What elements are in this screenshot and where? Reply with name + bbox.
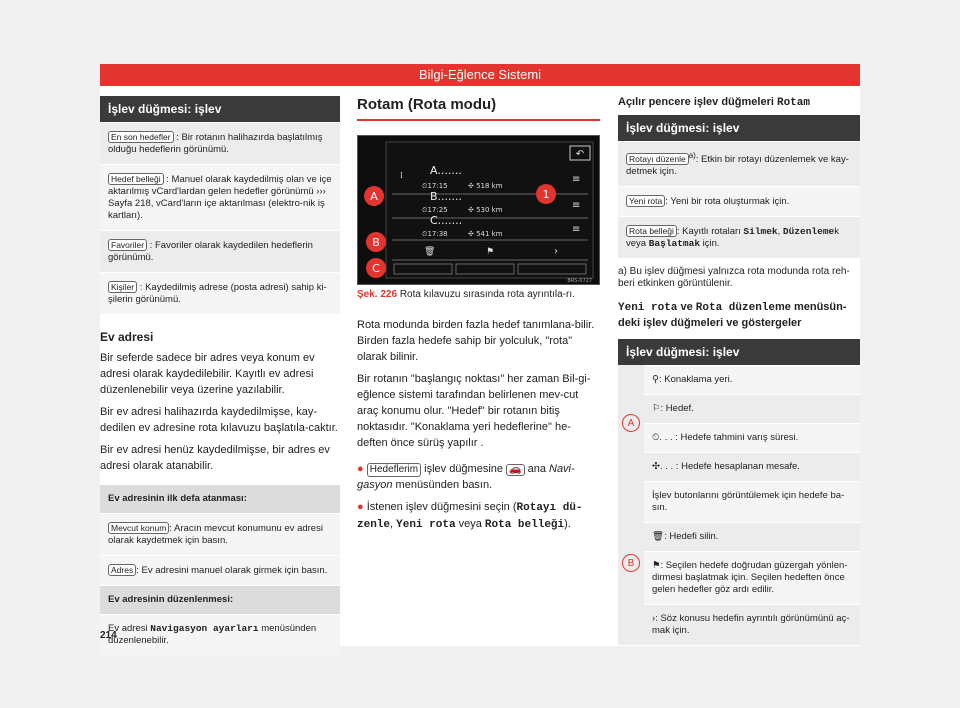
section-title: Rotam (Rota modu)	[357, 96, 600, 121]
table-row: Favoriler : Favoriler olarak kaydedilen hedeflerin görünümü.	[100, 230, 340, 272]
table-row: ⏲. . . : Hedefe tahmini varış süresi.	[644, 423, 860, 452]
left-column	[100, 96, 340, 655]
svg-text:✣ 541 km: ✣ 541 km	[468, 230, 503, 238]
section-heading: Açılır pencere işlev düğmeleri Rotam	[618, 96, 810, 109]
clock-icon: ⏲	[652, 432, 660, 444]
table-row: ⚐: Hedef.	[644, 394, 860, 423]
function-key: Favoriler	[108, 239, 147, 251]
table-row: Ev adresi Navigasyon ayarları menüsünden düzenlenebilir.	[100, 614, 340, 655]
svg-text:≡: ≡	[572, 224, 581, 235]
svg-text:C: C	[372, 262, 380, 275]
table-row: ⚑: Seçilen hedefe doğrudan güzergah yönlen-dirmesi başlatmak için. Seçilen hedeften önce gelen hedefler göz ardı edilir.	[644, 551, 860, 604]
route-screen-figure	[358, 136, 601, 286]
svg-text:≡: ≡	[572, 174, 581, 185]
figure-caption: Şek. 226 Rota kılavuzu sırasında rota ayrıntıla-rı.	[357, 289, 575, 300]
bullet-item: ● Hedeflerim işlev düğmesine 🚗 ana Navi-gasyon menüsünden basın.	[357, 463, 575, 491]
table-row: ⚲: Konaklama yeri.	[644, 365, 860, 394]
svg-text:C.......: C.......	[430, 214, 463, 227]
table-header: İşlev düğmesi: işlev	[100, 96, 340, 122]
table-row: Kişiler : Kaydedilmiş adrese (posta adresi) sahip ki-şilerin görünümü.	[100, 272, 340, 314]
svg-text:B: B	[372, 236, 380, 249]
svg-text:1: 1	[542, 188, 550, 201]
function-key: Kişiler	[108, 281, 137, 293]
paragraph: Bir seferde sadece bir adres veya konum ev adresi olarak kaydedilebilir. Kayıtlı ev adresi düzenlenebilir veya üzerine yazılabilir.	[100, 352, 315, 396]
svg-text:✣ 518 km: ✣ 518 km	[468, 182, 503, 190]
paragraph: Rota modunda birden fazla hedef tanımlana-bilir. Birden fazla hedefe sahip bir yolculuk, "rota" olarak bilinir.	[357, 319, 595, 363]
svg-text:⏲17:38: ⏲17:38	[422, 230, 448, 238]
function-key: Hedef belleği	[108, 173, 164, 185]
paragraph: Bir rotanın "başlangıç noktası" her zaman Bil-gi-eğlence sistemi tarafından belirlenen mev-cut araç konumu olur. "Hedef" bir rotanın bitiş noktasıdır. "Konaklama yeri hedeflerine" he-deften önce sürüş yapılır .	[357, 373, 591, 449]
table-row: ›: Söz konusu hedefin ayrıntılı görünümünü aç-mak için.	[644, 604, 860, 645]
table-subhead: Ev adresinin düzenlenmesi:	[100, 585, 340, 614]
table-row: Adres : Ev adresini manuel olarak girmek için basın.	[100, 555, 340, 585]
section-heading: Ev adresi	[100, 330, 154, 344]
page-banner: Bilgi-Eğlence Sistemi	[100, 64, 860, 86]
svg-text:BRS-0727: BRS-0727	[567, 278, 592, 284]
table-row: Rota belleği : Kayıtlı rotaları Silmek, Düzenlemek veya Başlatmak için.	[618, 216, 860, 258]
bullet-item: ● İstenen işlev düğmesini seçin (Rotayı dü-zenle, Yeni rota veya Rota belleği).	[357, 501, 583, 531]
table-row: Rotayı düzenle $^{a)}$: Etkin bir rotayı düzenlemek ve kay-detmek için.	[618, 141, 860, 186]
trash-icon: 🗑	[424, 247, 436, 257]
table-subhead: Ev adresinin ilk defa atanması:	[100, 484, 340, 513]
svg-text:✣ 530 km: ✣ 530 km	[468, 206, 503, 214]
svg-text:⏲17:15: ⏲17:15	[422, 182, 448, 190]
svg-text:B.......: B.......	[430, 190, 463, 203]
page-number: 214	[100, 630, 117, 641]
svg-text:A: A	[370, 190, 378, 203]
section-heading: Yeni rota ve Rota düzenleme menüsün-deki işlev düğmeleri ve göstergeler	[618, 301, 847, 330]
nav-screenshot	[357, 135, 600, 285]
paragraph: Bir ev adresi henüz kaydedilmişse, bir adres ev adresi olarak atanabilir.	[100, 444, 330, 472]
chevron-right-icon: ›	[652, 613, 656, 625]
svg-text:≡: ≡	[572, 200, 581, 211]
function-key: Hedeflerim	[367, 463, 421, 477]
footnote: a) Bu işlev düğmesi yalnızca rota modunda rota reh-beri etkinken görüntülenir.	[618, 266, 850, 290]
car-icon: 🚗	[506, 464, 524, 476]
home-table	[100, 484, 340, 655]
svg-text:↶: ↶	[575, 149, 585, 160]
svg-text:A.......: A.......	[430, 164, 462, 177]
chevron-right-icon: ›	[554, 246, 558, 257]
table-row: ✣. . . : Hedefe hesaplanan mesafe.	[644, 452, 860, 481]
group-b: B İşlev butonlarını görüntülemek için hedefe ba-sın. 🗑: Hedefi silin. ⚑: Seçilen hedefe doğrudan güzergah yönlen-dirmesi başlatmak için. Seçilen hedeften önce gelen hedefler göz ardı edilir. ›: Söz konusu hedefin ayrıntılı görünümünü aç-mak için.	[618, 481, 860, 645]
destination-icon: ⚐	[652, 403, 661, 415]
table-row: Hedef belleği : Manuel olarak kaydedilmiş olan ve içe aktarılmış vCard'lardan gelen hedefler görünümü ››› Sayfa 218, vCard'ların içe aktarılması (elektro-nik iş kartları).	[100, 164, 340, 230]
table-header: İşlev düğmesi: işlev	[618, 115, 860, 141]
paragraph: Bir ev adresi halihazırda kaydedilmişse, kay-dedilen ev adresine rota kılavuzu başlatıla-caktır.	[100, 406, 338, 434]
table-header: İşlev düğmesi: işlev	[618, 339, 860, 365]
table-row: Yeni rota : Yeni bir rota oluşturmak için.	[618, 186, 860, 216]
table-row: Mevcut konum : Aracın mevcut konumunu ev adresi olarak kaydetmek için basın.	[100, 513, 340, 555]
table-row: 🗑: Hedefi silin.	[644, 522, 860, 551]
flag-icon: ⚑	[486, 247, 495, 257]
table-row: İşlev butonlarını görüntülemek için hedefe ba-sın.	[644, 481, 860, 522]
svg-text:⁞: ⁞	[400, 171, 403, 181]
right-column	[618, 96, 860, 645]
middle-column	[357, 96, 600, 533]
group-a: A ⚲: Konaklama yeri. ⚐: Hedef. ⏲. . . : Hedefe tahmini varış süresi. ✣. . . : Hedefe hesaplanan mesafe.	[618, 365, 860, 481]
svg-text:⏲17:25: ⏲17:25	[422, 206, 448, 214]
route-icon: ⚑	[652, 560, 661, 572]
distance-icon: ✣	[652, 461, 660, 473]
trash-icon: 🗑	[652, 531, 665, 543]
function-key: En son hedefler	[108, 131, 174, 143]
table-row: En son hedefler : Bir rotanın halihazırda başlatılmış olduğu hedeflerin görünümü.	[100, 122, 340, 164]
waypoint-icon: ⚲	[652, 374, 659, 386]
